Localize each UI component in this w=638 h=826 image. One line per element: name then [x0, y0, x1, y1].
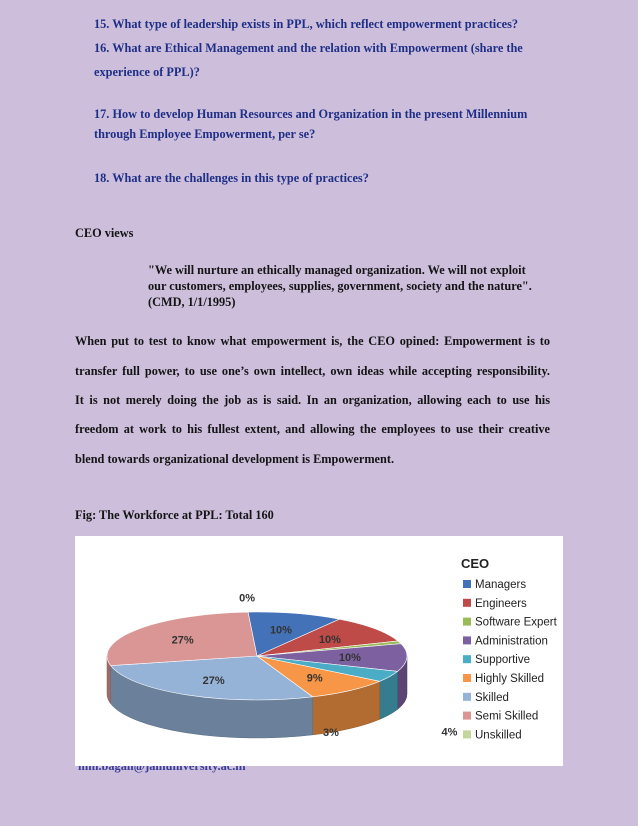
figure-caption: Fig: The Workforce at PPL: Total 160	[75, 508, 274, 522]
legend-label-managers: Managers	[475, 579, 527, 591]
quote-line-2: our customers, employees, supplies, government, society and the nature".	[148, 279, 532, 293]
data-label-unskilled: 0%	[239, 592, 256, 605]
data-label-administration: 10%	[338, 651, 361, 664]
legend-swatch-supportive	[463, 655, 471, 663]
question-17-cont: through Employee Empowerment, per se?	[94, 127, 316, 141]
legend-label-engineers: Engineers	[475, 597, 527, 610]
legend-label-software-expert: Software Expert	[475, 616, 557, 629]
legend-swatch-managers	[463, 580, 471, 588]
ceo-views-heading: CEO views	[75, 226, 134, 240]
legend-label-skilled: Skilled	[475, 691, 509, 704]
legend-swatch-software-expert	[463, 618, 471, 626]
data-label-extra-0: 3%	[323, 727, 339, 739]
ceo-quote	[148, 262, 558, 310]
question-17: 17. How to develop Human Resources and Organization in the present Millennium	[94, 107, 528, 121]
legend-title: CEO	[461, 556, 490, 571]
paragraph-line-4: freedom at work to his fullest extent, and allowing the employees to use their creative	[75, 422, 550, 436]
data-label-supportive: 4%	[441, 726, 458, 739]
legend-label-administration: Administration	[475, 635, 548, 648]
question-15: 15. What type of leadership exists in PPL, which reflect empowerment practices?	[94, 17, 519, 31]
legend-swatch-administration	[463, 636, 471, 644]
paragraph-line-3: It is not merely doing the job as is said. In an organization, allowing each to use his	[75, 393, 550, 407]
data-label-semi-skilled: 27%	[171, 634, 194, 647]
data-label-skilled: 27%	[202, 675, 225, 688]
question-16: 16. What are Ethical Management and the relation with Empowerment (share the	[94, 41, 523, 55]
quote-line-1: "We will nurture an ethically managed organization. We will not exploit	[148, 263, 526, 277]
paragraph-line-2: transfer full power, to use one’s own intellect, own ideas while accepting responsibility.	[75, 364, 550, 378]
paragraph-line-5: blend towards organizational development is Empowerment.	[75, 452, 395, 466]
legend-swatch-semi-skilled	[463, 712, 471, 720]
legend-swatch-unskilled	[463, 730, 471, 738]
legend-swatch-highly-skilled	[463, 674, 471, 682]
question-16-cont: experience of PPL)?	[94, 65, 200, 79]
data-label-highly-skilled: 9%	[306, 672, 323, 685]
legend-label-unskilled: Unskilled	[475, 729, 522, 742]
legend-label-supportive: Supportive	[475, 654, 530, 667]
data-label-engineers: 10%	[318, 634, 341, 647]
pie-chart-svg	[75, 536, 563, 766]
legend-label-semi-skilled: Semi Skilled	[475, 710, 539, 723]
legend-swatch-engineers	[463, 599, 471, 607]
quote-line-3: (CMD, 1/1/1995)	[148, 295, 236, 309]
legend-swatch-skilled	[463, 693, 471, 701]
workforce-pie-chart	[75, 536, 563, 766]
data-label-managers: 10%	[269, 624, 292, 637]
legend-label-highly-skilled: Highly Skilled	[475, 673, 545, 685]
paragraph-line-1: When put to test to know what empowerment is, the CEO opined: Empowerment is to	[75, 334, 550, 348]
question-18: 18. What are the challenges in this type of practices?	[94, 171, 369, 185]
